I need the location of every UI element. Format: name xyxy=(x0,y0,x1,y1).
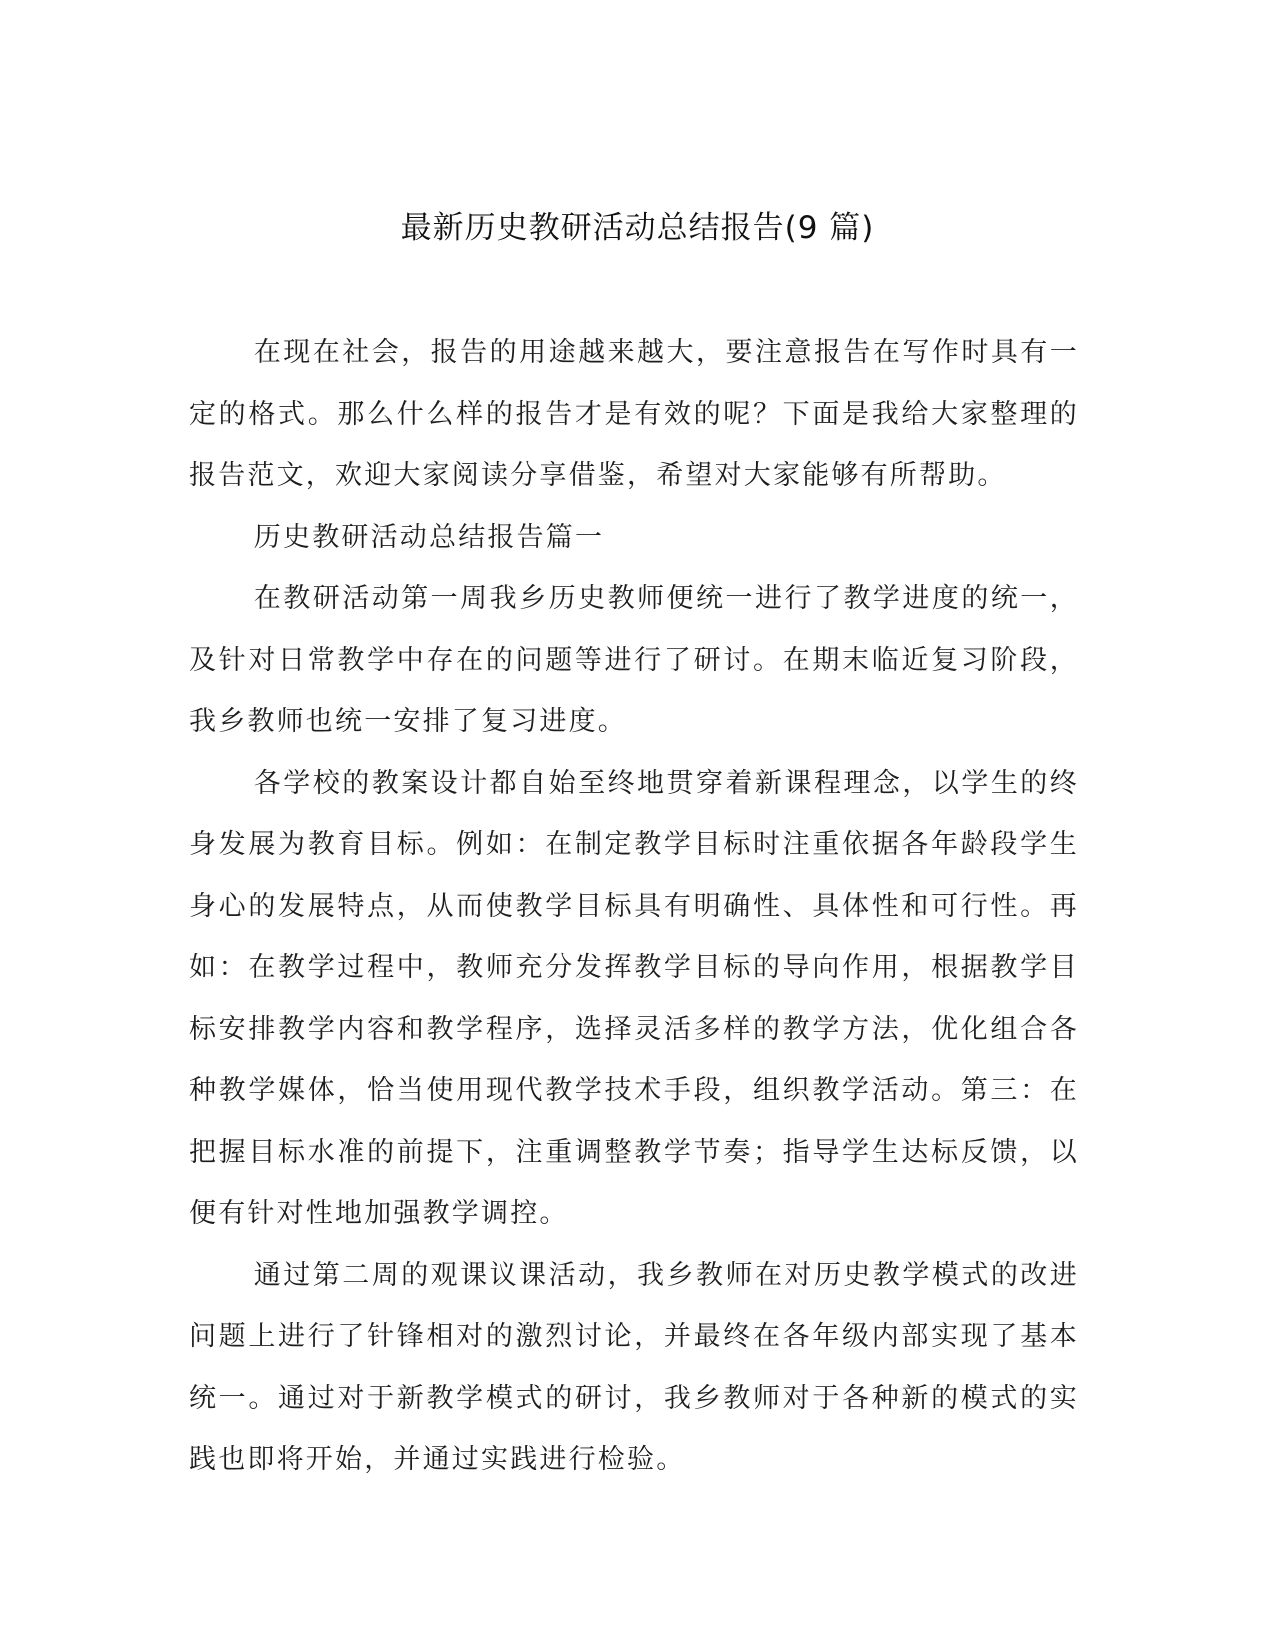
intro-paragraph: 在现在社会，报告的用途越来越大，要注意报告在写作时具有一定的格式。那么什么样的报告才是有效的呢？下面是我给大家整理的报告范文，欢迎大家阅读分享借鉴，希望对大家能够有所帮助。 xyxy=(189,337,1079,491)
section-heading: 历史教研活动总结报告篇一 xyxy=(253,521,605,553)
body-paragraph: 在教研活动第一周我乡历史教师便统一进行了教学进度的统一，及针对日常教学中存在的问题等进行了研讨。在期末临近复习阶段，我乡教师也统一安排了复习进度。 xyxy=(189,583,1079,737)
document-body xyxy=(189,322,1079,1491)
document-title: 最新历史教研活动总结报告(9 篇) xyxy=(400,210,875,246)
body-paragraph: 各学校的教案设计都自始至终地贯穿着新课程理念，以学生的终身发展为教育目标。例如：在制定教学目标时注重依据各年龄段学生身心的发展特点，从而使教学目标具有明确性、具体性和可行性。再如：在教学过程中，教师充分发挥教学目标的导向作用，根据教学目标安排教学内容和教学程序，选择灵活多样的教学方法，优化组合各种教学媒体，恰当使用现代教学技术手段，组织教学活动。第三：在把握目标水准的前提下，注重调整教学节奏；指导学生达标反馈，以便有针对性地加强教学调控。 xyxy=(189,767,1079,1229)
body-paragraph: 通过第二周的观课议课活动，我乡教师在对历史教学模式的改进问题上进行了针锋相对的激烈讨论，并最终在各年级内部实现了基本统一。通过对于新教学模式的研讨，我乡教师对于各种新的模式的实践也即将开始，并通过实践进行检验。 xyxy=(189,1259,1079,1475)
